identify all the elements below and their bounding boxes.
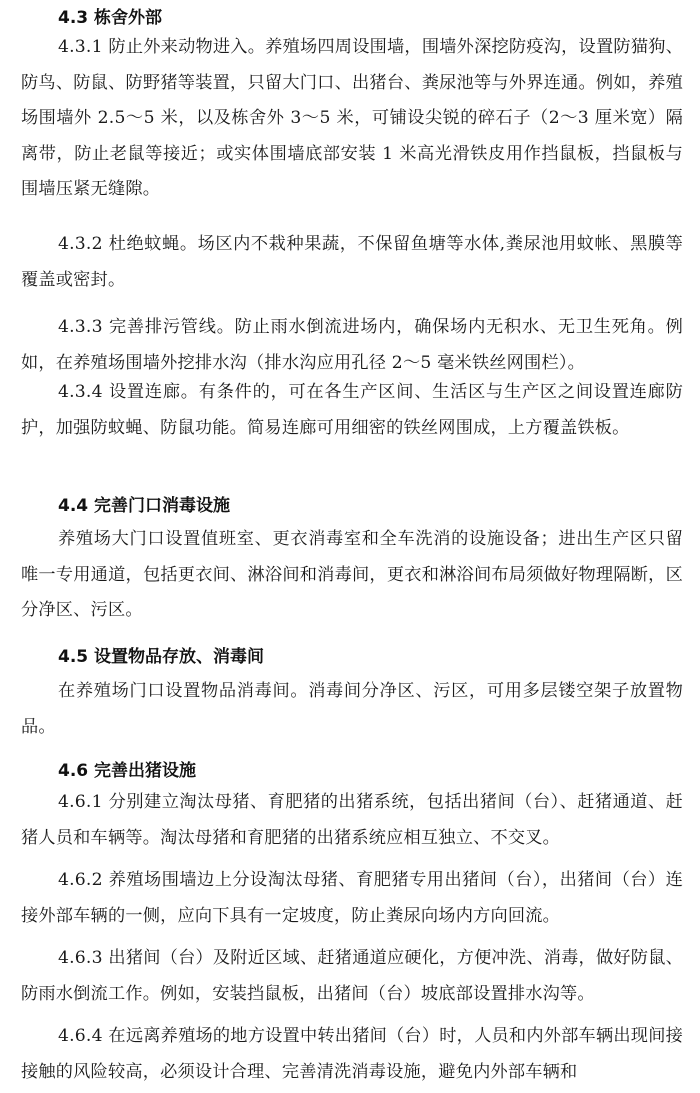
- paragraph-4-4: 养殖场大门口设置值班室、更衣消毒室和全车洗消的设施设备；进出生产区只留唯一专用通道，包括更衣间、淋浴间和消毒间，更衣和淋浴间布局须做好物理隔断，区分净区、污区。: [21, 529, 683, 620]
- paragraph-4-3-3: 4.3.3 完善排污管线。防止雨水倒流进场内，确保场内无积水、无卫生死角。例如，在养殖场围墙外挖排水沟（排水沟应用孔径 2～5 毫米铁丝网围栏）。: [21, 317, 683, 373]
- paragraph-4-3-2: 4.3.2 杜绝蚊蝇。场区内不栽种果蔬，不保留鱼塘等水体,粪尿池用蚊帐、黑膜等覆盖或密封。: [21, 234, 683, 290]
- section-heading-4-3: 4.3 栋舍外部: [58, 8, 163, 28]
- paragraph-4-6-2: 4.6.2 养殖场围墙边上分设淘汰母猪、育肥猪专用出猪间（台），出猪间（台）连接外部车辆的一侧，应向下具有一定坡度，防止粪尿向场内方向回流。: [21, 870, 683, 926]
- section-heading-4-6: 4.6 完善出猪设施: [58, 761, 197, 781]
- paragraph-4-6-3: 4.6.3 出猪间（台）及附近区域、赶猪通道应硬化，方便冲洗、消毒，做好防鼠、防雨水倒流工作。例如，安装挡鼠板，出猪间（台）坡底部设置排水沟等。: [21, 948, 683, 1004]
- paragraph-4-3-4: 4.3.4 设置连廊。有条件的，可在各生产区间、生活区与生产区之间设置连廊防护，加强防蚊蝇、防鼠功能。简易连廊可用细密的铁丝网围成，上方覆盖铁板。: [21, 382, 683, 438]
- paragraph-4-3-1: 4.3.1 防止外来动物进入。养殖场四周设围墙，围墙外深挖防疫沟，设置防猫狗、防鸟、防鼠、防野猪等装置，只留大门口、出猪台、粪尿池等与外界连通。例如，养殖场围墙外 2.5～5 米，以及栋舍外 3～5 米，可铺设尖锐的碎石子（2～3 厘米宽）隔离带，防止老鼠等接近；或实体围墙底部安装 1 米高光滑铁皮用作挡鼠板，挡鼠板与围墙压紧无缝隙。: [21, 37, 683, 199]
- section-heading-4-5: 4.5 设置物品存放、消毒间: [58, 647, 265, 667]
- paragraph-4-6-1: 4.6.1 分别建立淘汰母猪、育肥猪的出猪系统，包括出猪间（台）、赶猪通道、赶猪人员和车辆等。淘汰母猪和育肥猪的出猪系统应相互独立、不交叉。: [21, 792, 683, 848]
- paragraph-4-6-4: 4.6.4 在远离养殖场的地方设置中转出猪间（台）时，人员和内外部车辆出现间接接触的风险较高，必须设计合理、完善清洗消毒设施，避免内外部车辆和: [21, 1026, 683, 1082]
- paragraph-4-5: 在养殖场门口设置物品消毒间。消毒间分净区、污区，可用多层镂空架子放置物品。: [21, 681, 683, 737]
- section-heading-4-4: 4.4 完善门口消毒设施: [58, 496, 231, 516]
